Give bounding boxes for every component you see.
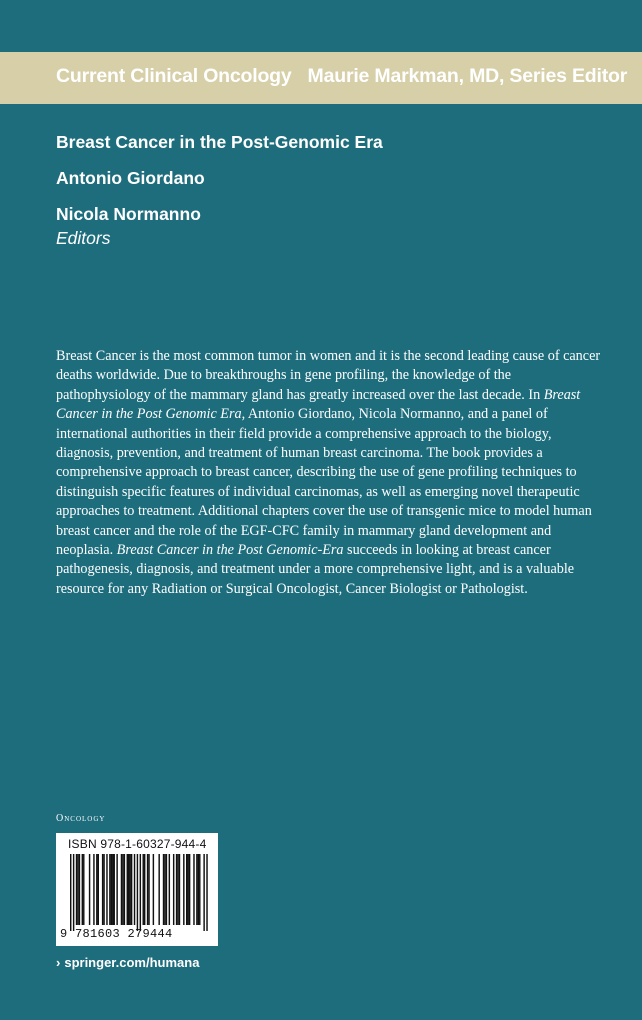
barcode-bar-30: [144, 854, 145, 925]
barcode-bar-33: [153, 854, 154, 925]
barcode-bar-27: [137, 854, 138, 931]
description-title-1: Breast Cancer in the Post Genomic Era: [56, 386, 581, 423]
barcode-bar-9: [96, 854, 97, 925]
barcode-bar-15: [111, 854, 112, 925]
barcode-panel: [56, 833, 218, 946]
barcode-bar-11: [102, 854, 103, 925]
barcode-bar-36: [164, 854, 165, 925]
barcode-bar-43: [183, 854, 184, 925]
barcode-bar-28: [140, 854, 141, 931]
barcode-bar-20: [122, 854, 123, 925]
title-block: [56, 130, 383, 250]
series-line: [56, 65, 627, 88]
barcode-bar-52: [206, 854, 207, 931]
barcode-bar-12: [103, 854, 104, 925]
description-part-1: Breast Cancer is the most common tumor in women and it is the second leading cause of cancer deaths worldwide. Due to breakthroughs in gene profiling, the knowledge of the pathophysiology of the mammary gland has greatly increased over the last decade. In: [56, 348, 601, 403]
editor-name-2: Nicola Normanno: [56, 204, 201, 224]
publisher-url[interactable]: [56, 955, 199, 970]
barcode-bar-40: [176, 854, 177, 925]
barcode-bar-50: [199, 854, 200, 925]
publisher-url-text: springer.com/humana: [64, 955, 200, 970]
barcode-bar-6: [83, 854, 84, 925]
barcode-bar-48: [196, 854, 197, 925]
barcode-bar-41: [177, 854, 178, 925]
description-title-2: Breast Cancer in the Post Genomic-Era: [116, 542, 344, 559]
barcode-bar-4: [79, 854, 80, 925]
barcode-bar-21: [124, 854, 125, 925]
barcode-bar-37: [166, 854, 167, 925]
series-name: Current Clinical Oncology: [56, 65, 292, 87]
barcode-bar-24: [129, 854, 130, 925]
barcode-bar-8: [93, 854, 94, 925]
barcode-bar-14: [109, 854, 110, 925]
barcode-bar-26: [134, 854, 135, 925]
book-description: [56, 347, 604, 599]
barcode-bar-39: [173, 854, 174, 925]
ean-digits: 9 781603 279444: [60, 927, 173, 941]
barcode-bar-10: [98, 854, 99, 925]
barcode-bar-31: [147, 854, 148, 925]
barcode-bar-34: [158, 854, 159, 925]
barcode-bar-32: [148, 854, 149, 925]
series-editor: Maurie Markman, MD, Series Editor: [307, 65, 628, 87]
barcode-bar-7: [89, 854, 90, 925]
barcode-bar-1: [73, 854, 74, 931]
isbn-label: ISBN 978-1-60327-944-4: [68, 837, 207, 851]
book-title: Breast Cancer in the Post-Genomic Era: [56, 132, 383, 152]
barcode-bar-16: [112, 854, 113, 925]
editors-label: Editors: [56, 228, 111, 248]
barcode-bar-38: [169, 854, 170, 925]
barcode-bar-45: [187, 854, 188, 925]
barcode-bar-51: [203, 854, 204, 931]
barcode-bar-13: [106, 854, 107, 925]
barcode-bar-22: [127, 854, 128, 925]
barcode-bar-35: [163, 854, 164, 925]
barcode-bar-3: [77, 854, 78, 925]
barcode-bar-49: [198, 854, 199, 925]
barcode-bar-23: [128, 854, 129, 925]
barcode-bar-29: [143, 854, 144, 925]
barcode-bar-0: [70, 854, 71, 931]
barcode-bar-19: [121, 854, 122, 925]
description-part-3: succeeds in looking at breast cancer pathogenesis, diagnosis, and treatment under a more comprehensive light, and is a valuable resource for any Radiation or Surgical Oncologist, Cancer Biologist or Pathologist.: [56, 542, 575, 597]
barcode-bar-42: [179, 854, 180, 925]
subject-category: Oncology: [56, 813, 106, 824]
editor-name-1: Antonio Giordano: [56, 168, 205, 188]
barcode-bar-17: [114, 854, 115, 925]
barcode-bar-44: [186, 854, 187, 925]
barcode-bar-2: [76, 854, 77, 925]
description-part-2: , Antonio Giordano, Nicola Normanno, and a panel of international authorities in their field provide a comprehensive approach to the biology, diagnosis, prevention, and treatment of human breast carcinoma. The book provides a comprehensive approach to breast cancer, describing the use of gene profiling techniques to distinguish specific features of individual carcinomas, as well as emerging novel therapeutic approaches to treatment. Additional chapters cover the use of transgenic mice to model human breast cancer and the role of the EGF-CFC family in mammary gland development and neoplasia.: [56, 406, 592, 559]
barcode-bar-5: [82, 854, 83, 925]
barcode-bar-47: [193, 854, 194, 925]
barcode-bar-18: [116, 854, 117, 925]
barcode-bar-46: [189, 854, 190, 925]
barcode-bar-25: [131, 854, 132, 925]
chevron-right-icon: ›: [56, 955, 61, 970]
